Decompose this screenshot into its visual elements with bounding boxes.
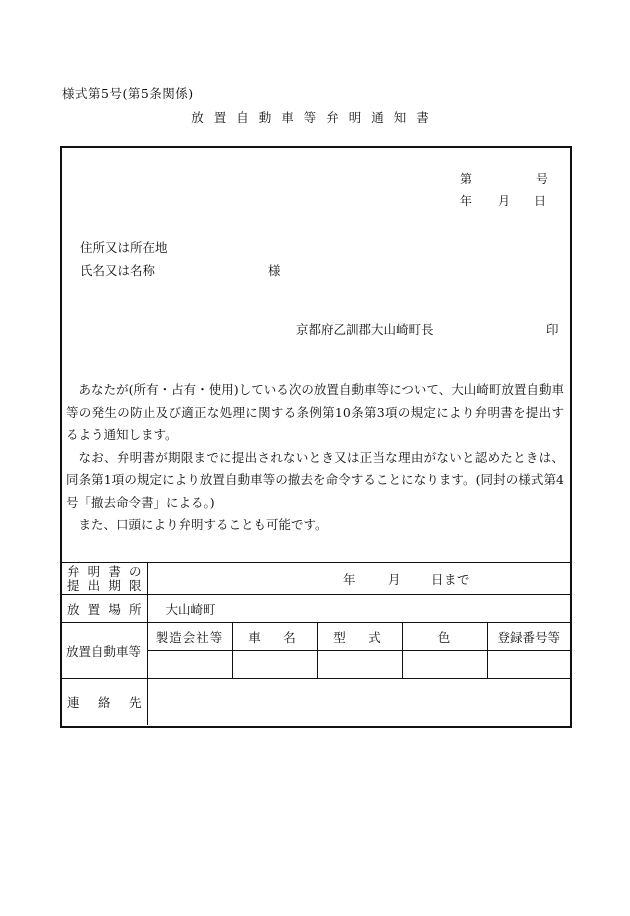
name-label: 氏名又は名称 (80, 263, 156, 278)
vehicle-header-car-name: 車 名 (232, 623, 317, 651)
deadline-day: 日まで (430, 571, 470, 587)
contact-label: 連絡先 (62, 679, 147, 725)
notice-body (66, 379, 564, 537)
vehicle-header-model: 型 式 (317, 623, 402, 651)
number-go: 号 (536, 172, 549, 186)
honorific: 様 (268, 263, 281, 278)
contact-value[interactable] (147, 679, 570, 725)
deadline-value[interactable] (147, 563, 570, 595)
vehicle-car-name-cell[interactable] (232, 651, 317, 679)
vehicle-model-cell[interactable] (317, 651, 402, 679)
deadline-month: 月 (387, 571, 401, 587)
vehicle-maker-cell[interactable] (147, 651, 232, 679)
place-row (62, 595, 570, 623)
body-paragraph-2: なお、弁明書が期限までに提出されないとき又は正当な理由がないと認めたときは、同条第1項の規定により放置自動車等の撤去を命令することになります。(同封の様式第4号「撤去命令書」による。) (66, 449, 564, 510)
vehicle-label: 放置自動車等 (62, 623, 147, 679)
deadline-label: 弁明書の 提出期限 (62, 563, 147, 595)
contact-row (62, 679, 570, 725)
issuer-name: 京都府乙訓郡大山崎町長 (296, 322, 434, 337)
address-label: 住所又は所在地 (80, 240, 168, 255)
date-year: 年 (460, 194, 473, 208)
date-day: 日 (534, 194, 547, 208)
date-month: 月 (498, 194, 511, 208)
form-number-label: 様式第5号(第5条関係) (62, 86, 194, 101)
number-dai: 第 (460, 172, 473, 186)
place-value[interactable]: 大山崎町 (147, 595, 570, 623)
body-paragraph-3: また、口頭により弁明することも可能です。 (78, 517, 328, 532)
vehicle-color-cell[interactable] (402, 651, 487, 679)
form-frame (60, 146, 572, 728)
deadline-row (62, 563, 570, 595)
vehicle-registration-cell[interactable] (487, 651, 570, 679)
vehicle-header-registration: 登録番号等 (487, 623, 570, 651)
seal-mark: 印 (546, 322, 559, 337)
document-title: 放置自動車等弁明通知書 (191, 110, 439, 125)
vehicle-header-color: 色 (402, 623, 487, 651)
vehicle-header-maker: 製造会社等 (147, 623, 232, 651)
place-label: 放置場所 (62, 595, 147, 623)
body-paragraph-1: あなたが(所有・占有・使用)している次の放置自動車等について、大山崎町放置自動車等の発生の防止及び適正な処理に関する条例第10条第3項の規定により弁明書を提出するよう通知します。 (66, 382, 564, 442)
vehicle-header-row (62, 623, 570, 651)
deadline-year: 年 (342, 571, 356, 587)
details-table (62, 562, 570, 725)
